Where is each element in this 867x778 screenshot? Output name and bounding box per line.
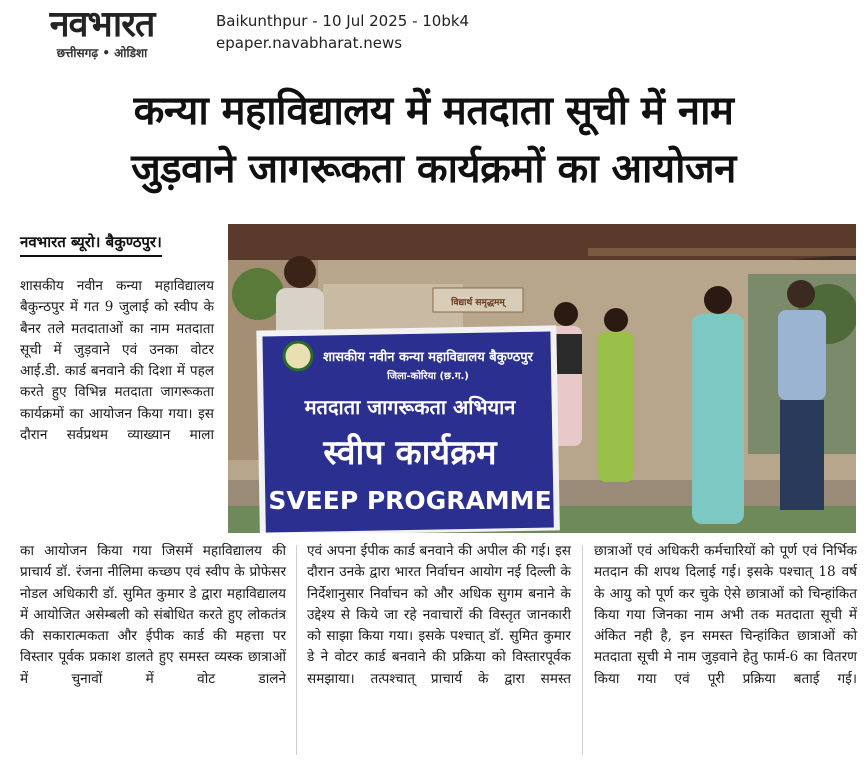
article-paragraph-4: छात्राओं एवं अधिकरी कर्मचारियों को पूर्ण एवं निर्भिक मतदान की शपथ दिलाई गई। इसके पश्चात् 18 वर्ष के आयु को पूर्ण कर चुके ऐसे छात्राओं को चिन्हांकित किया गया जिनका नाम अभी तक मतदाता सूची में अंकित नही है, इन समस्त चिन्हांकित छात्राओं को मतदाता सूची मे नाम जुड़वाने हेतु फार्म-6 का वितरण किया गया एवं पूरी प्रक्रिया बताई गई।	[594, 543, 857, 687]
banner-line-3: मतदाता जागरूकता अभियान	[304, 395, 516, 419]
edition-line: Baikunthpur - 10 Jul 2025 - 10bk4	[216, 12, 470, 30]
article-paragraph-3: एवं अपना ईपीक कार्ड बनवाने की अपील की गई। इस दौरान उनके द्वारा भारत निर्वाचन आयोग नई दिल्ली के निर्देशानुसार निर्वाचन को और अधिक सुगम बनाने के उद्देश्य से किये जा रहे नवाचारों की विस्तृत जानकारी को साझा किया गया। इसके पश्चात् डॉ. सुमित कुमार डे ने वोटर कार्ड बनवाने की प्रक्रिया को विस्तारपूर्वक समझाया। तत्पश्चात् प्राचार्य के द्वारा समस्त	[307, 543, 571, 687]
sveep-banner	[256, 325, 560, 533]
person-4	[692, 286, 744, 524]
column-divider	[296, 545, 297, 755]
banner-line-4: स्वीप कार्यक्रम	[323, 433, 497, 473]
logo-subtext: छत्तीसगढ़ • ओडिशा	[56, 46, 148, 60]
headline-line-2: जुड़वाने जागरूकता कार्यक्रमों का आयोजन	[131, 146, 736, 192]
article-photo[interactable]	[228, 224, 856, 533]
article-headline	[0, 82, 867, 198]
site-link[interactable]: epaper.navabharat.news	[216, 34, 403, 52]
person-3	[598, 308, 634, 482]
article-paragraph-1: शासकीय नवीन कन्या महाविद्यालय बैकुन्ठपुर में गत 9 जुलाई को स्वीप के बैनर तले मतदाताओं का नाम मतदाता सूची में जुड़वाने एवं उनका वोटर आई.डी. कार्ड बनवाने की दिशा में पहल करते हुए विभिन्न मतदाता जागरूकता कार्यक्रमों का आयोजन किया गया। इस दौरान सर्वप्रथम व्याख्यान माला	[20, 278, 214, 444]
byline: नवभारत ब्यूरो। बैकुण्ठपुर।	[20, 232, 162, 257]
banner-line-5: SVEEP PROGRAMME	[268, 486, 552, 515]
banner-line-2: जिला-कोरिया (छ.ग.)	[387, 371, 469, 382]
banner-line-1: शासकीय नवीन कन्या महाविद्यालय बैकुण्ठपुर	[323, 350, 533, 365]
article-paragraph-2: का आयोजन किया गया जिसमें महाविद्यालय की प्राचार्य डॉ. रंजना नीलिमा कच्छप एवं स्वीप के प्रोफेसर नोडल अधिकारी डॉ. सुमित कुमार डे द्वारा महाविद्यालय में आयोजित असेम्बली को संबोधित करते हुए लोकतंत्र की सकारात्मकता और ईपीक कार्ड की महत्ता पर विस्तार पूर्वक प्रकाश डालते हुए समस्त व्यस्क छात्राओं में चुनावों में वोट डालने	[20, 543, 286, 687]
masthead	[0, 0, 867, 72]
headline-line-1: कन्या महाविद्यालय में मतदाता सूची में नाम	[133, 88, 734, 134]
column-divider	[582, 545, 583, 755]
edition-meta	[216, 10, 469, 54]
photo-scene	[228, 224, 856, 533]
logo-text: नवभारत	[49, 4, 155, 45]
person-5	[778, 280, 826, 510]
wall-sign-text: विद्यार्थ समृद्धमम्	[451, 298, 505, 308]
newspaper-logo[interactable]	[6, 4, 198, 66]
